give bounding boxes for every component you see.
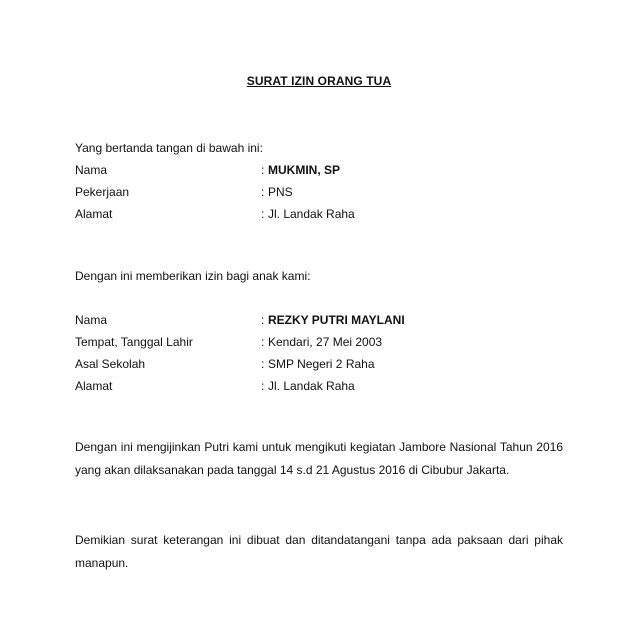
- child-name-label: Nama: [75, 313, 108, 327]
- permission-line: Dengan ini memberikan izin bagi anak kami:: [75, 269, 311, 283]
- paragraph-closing: Demikian surat keterangan ini dibuat dan ditandatangani tanpa ada paksaan dari pihak manapun.: [75, 533, 563, 570]
- parent-job-label: Pekerjaan: [75, 185, 130, 199]
- child-birth-label: Tempat, Tanggal Lahir: [75, 335, 193, 349]
- child-address-value: Jl. Landak Raha: [268, 379, 355, 393]
- parent-job-colon: :: [261, 185, 265, 199]
- parent-name-value: MUKMIN, SP: [268, 163, 340, 177]
- child-school-colon: :: [261, 357, 265, 371]
- child-birth-row: [75, 335, 565, 349]
- child-school-label: Asal Sekolah: [75, 357, 146, 371]
- parent-address-label: Alamat: [75, 207, 113, 221]
- child-school-value: SMP Negeri 2 Raha: [268, 357, 375, 371]
- parent-job-row: [75, 185, 565, 199]
- child-school-row: [75, 357, 565, 371]
- child-address-row: [75, 379, 565, 393]
- parent-name-colon: :: [261, 163, 265, 177]
- parent-address-value: Jl. Landak Raha: [268, 207, 355, 221]
- intro-line: Yang bertanda tangan di bawah ini:: [75, 141, 263, 155]
- parent-name-row: [75, 163, 565, 177]
- child-name-row: [75, 313, 565, 327]
- parent-name-label: Nama: [75, 163, 108, 177]
- child-name-colon: :: [261, 313, 265, 327]
- parent-address-colon: :: [261, 207, 265, 221]
- child-address-label: Alamat: [75, 379, 113, 393]
- paragraph-permission: Dengan ini mengijinkan Putri kami untuk mengikuti kegiatan Jambore Nasional Tahun 2016 yang akan dilaksanakan pada tanggal 14 s.d 21 Agustus 2016 di Cibubur Jakarta.: [75, 440, 563, 477]
- parent-address-row: [75, 207, 565, 221]
- child-birth-value: Kendari, 27 Mei 2003: [268, 335, 383, 349]
- document-title: SURAT IZIN ORANG TUA: [246, 74, 392, 88]
- parent-job-value: PNS: [268, 185, 293, 199]
- child-name-value: REZKY PUTRI MAYLANI: [268, 313, 405, 327]
- child-address-colon: :: [261, 379, 265, 393]
- child-birth-colon: :: [261, 335, 265, 349]
